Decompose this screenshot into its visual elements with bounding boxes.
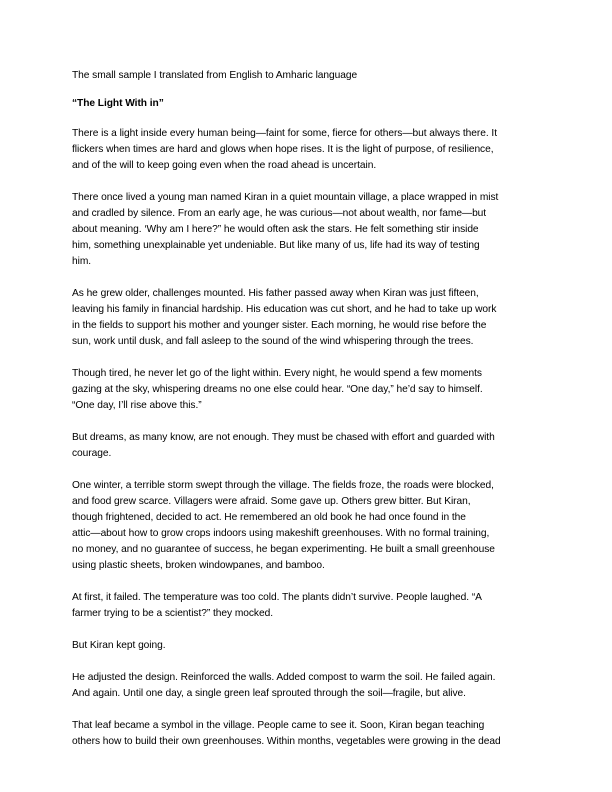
paragraph-6: One winter, a terrible storm swept through the village. The fields froze, the roads were blocked, and food grew scarce. Villagers were afraid. Some gave up. Others grew bitter. But Kiran, though frightened, decided to act. He remembered an old book he had once found in the attic—about how to grow crops indoors using makeshift greenhouses. With no formal training, no money, and no guarantee of success, he began experimenting. He built a small greenhouse using plastic sheets, broken windowpanes, and bamboo.	[72, 480, 495, 571]
paragraph-10: That leaf became a symbol in the village. People came to see it. Soon, Kiran began teaching others how to build their own greenhouses. Within months, vegetables were growing in the dead	[72, 720, 501, 747]
paragraph-4: Though tired, he never let go of the light within. Every night, he would spend a few moments gazing at the sky, whispering dreams no one else could hear. “One day,” he’d say to himself. “One day, I’ll rise above this.”	[72, 368, 483, 411]
intro-line: The small sample I translated from English to Amharic language	[72, 70, 358, 81]
story-title: “The Light With in”	[72, 98, 164, 109]
paragraph-7: At first, it failed. The temperature was too cold. The plants didn’t survive. People laughed. “A farmer trying to be a scientist?” they mocked.	[72, 592, 482, 619]
paragraph-5: But dreams, as many know, are not enough. They must be chased with effort and guarded with courage.	[72, 432, 495, 459]
paragraph-9: He adjusted the design. Reinforced the walls. Added compost to warm the soil. He failed again. And again. Until one day, a single green leaf sprouted through the soil—fragile, but alive.	[72, 672, 496, 699]
document-page	[72, 68, 542, 750]
paragraph-2: There once lived a young man named Kiran in a quiet mountain village, a place wrapped in mist and cradled by silence. From an early age, he was curious—not about wealth, nor fame—but about meaning. ‘Why am I here?” he would often ask the stars. He felt something stir inside him, something unexplainable yet undeniable. But like many of us, life had its way of testing him.	[72, 192, 499, 267]
paragraph-8: But Kiran kept going.	[72, 640, 166, 651]
paragraph-3: As he grew older, challenges mounted. His father passed away when Kiran was just fifteen, leaving his family in financial hardship. His education was cut short, and he had to take up work in the fields to support his mother and younger sister. Each morning, he would rise before the sun, work until dusk, and fall asleep to the sound of the wind whispering through the trees.	[72, 288, 497, 347]
paragraph-1: There is a light inside every human being—faint for some, fierce for others—but always there. It flickers when times are hard and glows when hope rises. It is the light of purpose, of resilience, and of the will to keep going even when the road ahead is uncertain.	[72, 128, 497, 171]
